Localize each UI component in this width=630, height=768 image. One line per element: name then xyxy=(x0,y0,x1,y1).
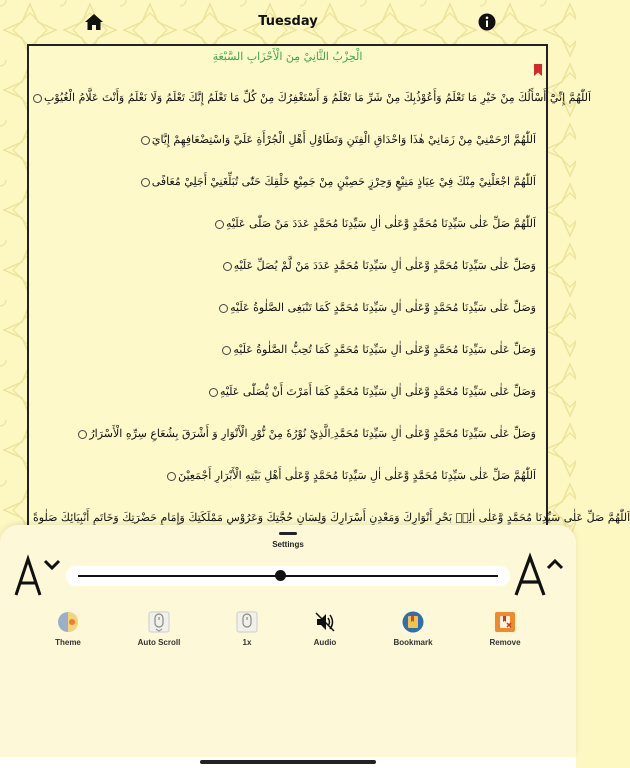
scroll-speed-button[interactable]: 1x xyxy=(202,611,292,647)
bookmark-flag-icon[interactable] xyxy=(534,64,542,76)
settings-title: Settings xyxy=(272,540,304,549)
audio-button[interactable]: Audio xyxy=(280,611,370,647)
prayer-line: اَللّٰهُمَّ إِنِّيْٓ أَسْأَلُكَ مِنْ خَيْرِ مَا تَعْلَمُ وَأَعُوْذُبِكَ مِنْ شَرِّ مَا تَعْلَمُ وَ أَسْتَغْفِرُكَ مِنْ كُلِّ مَا تَعْلَمُ إِنَّكَ تَعْلَمُ وَلَا نَعْلَمُ وَأَنْتَ عَلَّامُ الْغُيُوْبِ xyxy=(33,91,591,111)
prayer-line: اَللّٰهُمَّ صَلِّ عَلٰى سَيِّدِنَا مُحَمَّدٍ وَّعَلٰى اٰلِ سَيِّدِنَا مُحَمَّدٍ عَدَدَ مَنْ صَلّٰى عَلَيْهِ xyxy=(215,217,536,237)
settings-sheet xyxy=(0,525,576,757)
prayer-line: اَللّٰهُمَّ اجْعَلْنِيْ مِنْكَ فِيْ عِيَاذٍ مَنِيْعٍ وَحِرْزٍ حَصِيْنٍ مِنْ جَمِيْعِ خَلْقِكَ حَتّٰى تُبَلِّغَنِيْ أَجَلِيْ مُعَافًى xyxy=(141,175,536,195)
verse-end-marker xyxy=(141,136,150,145)
verse-end-marker xyxy=(215,220,224,229)
verse-end-marker xyxy=(78,430,87,439)
auto-scroll-icon xyxy=(148,611,170,633)
bookmark-icon xyxy=(402,611,424,633)
info-icon[interactable] xyxy=(478,13,496,31)
slider-track xyxy=(78,575,498,577)
verse-end-marker xyxy=(167,472,176,481)
speed-icon xyxy=(236,611,258,633)
prayer-line: وَصَلِّ عَلٰى سَيِّدِنَا مُحَمَّدٍ وَّعَلٰى اٰلِ سَيِّدِنَا مُحَمَّدٍ كَمَا أَمَرْتَ أَنْ يُّصَلّٰى عَلَيْهِ xyxy=(209,385,536,405)
remove-bookmark-button[interactable]: Remove xyxy=(460,611,550,647)
prayer-line: اَللّٰهُمَّ صَلِّ عَلٰى سَيِّدِنَا مُحَمَّدٍ وَّعَلٰى اٰلِهٖ بَحْرِ أَنْوَارِكَ وَمَعْدِنِ أَسْرَارِكَ وَلِسَانِ حُجَّتِكَ وَعَرُوْسِ مَمْلَكَتِكَ وَإِمَامِ حَضْرَتِكَ وَخَاتَمِ أَنْبِيَائِكَ صَلٰوةً xyxy=(33,511,630,524)
prayer-line: وَصَلِّ عَلٰى سَيِّدِنَا مُحَمَّدٍ وَّعَلٰى اٰلِ سَيِّدِنَا مُحَمَّدٍ عَدَدَ مَنْ لَّمْ يُصَلِّ عَلَيْهِ xyxy=(223,259,536,279)
verse-end-marker xyxy=(209,388,218,397)
prayer-page xyxy=(27,44,630,534)
increase-font-icon[interactable] xyxy=(512,553,564,599)
font-size-slider[interactable] xyxy=(66,566,510,586)
prayer-line: اَللّٰهُمَّ صَلِّ عَلٰى سَيِّدِنَا مُحَمَّدٍ وَّعَلٰى اٰلِ سَيِّدِنَا مُحَمَّدٍ وَّعَلٰى أَهْلِ بَيْتِهِ الْأَبْرَارِ أَجْمَعِيْنَ xyxy=(167,469,536,489)
prayer-line: وَصَلِّ عَلٰى سَيِّدِنَا مُحَمَّدٍ وَّعَلٰى اٰلِ سَيِّدِنَا مُحَمَّدٍ كَمَا تُحِبُّ الصَّلٰوةُ عَلَيْهِ xyxy=(222,343,536,363)
verse-end-marker xyxy=(223,262,232,271)
verse-end-marker xyxy=(219,304,228,313)
home-indicator[interactable] xyxy=(200,760,376,764)
verse-end-marker xyxy=(141,178,150,187)
audio-muted-icon xyxy=(314,611,336,633)
prayer-line: اَللّٰهُمَّ ارْحَمْنِيْ مِنْ زَمَانِيْ هٰذَا وَاحْدَاقِ الْفِتَنِ وَتَطَاوُلِ أَهْلِ الْجُرْأَةِ عَلَيَّ وَاسْتِضْعَافِهِمْ إِيَّايَ xyxy=(141,133,536,153)
theme-button[interactable]: Theme xyxy=(23,611,113,647)
sheet-grabber[interactable] xyxy=(279,532,297,535)
prayer-line: وَصَلِّ عَلٰى سَيِّدِنَا مُحَمَّدٍ وَّعَلٰى اٰلِ سَيِّدِنَا مُحَمَّدِ ِالَّذِيْ نُوْرُهٗ مِنْ نُّوْرِ الْأَنْوَارِ وَ أَشْرَقَ بِشُعَاعِ سِرِّهِ الْأَسْرَارُ xyxy=(78,427,536,447)
theme-icon xyxy=(57,611,79,633)
slider-thumb[interactable] xyxy=(275,570,286,581)
remove-icon xyxy=(494,611,516,633)
day-title: Tuesday xyxy=(258,14,318,29)
bookmark-button[interactable]: Bookmark xyxy=(368,611,458,647)
prayer-line: وَصَلِّ عَلٰى سَيِّدِنَا مُحَمَّدٍ وَّعَلٰى اٰلِ سَيِّدِنَا مُحَمَّدٍ كَمَا تَنْبَغِى الصَّلٰوةُ عَلَيْهِ xyxy=(219,301,536,321)
auto-scroll-button[interactable]: Auto Scroll xyxy=(114,611,204,647)
top-bar xyxy=(0,0,576,44)
verse-end-marker xyxy=(33,94,42,103)
decrease-font-icon[interactable] xyxy=(12,553,64,599)
hizb-title: الْحِزْبُ الثَّانِيْ مِنَ الْأَحْزَابِ السَّبْعَةِ xyxy=(212,50,363,63)
verse-end-marker xyxy=(222,346,231,355)
